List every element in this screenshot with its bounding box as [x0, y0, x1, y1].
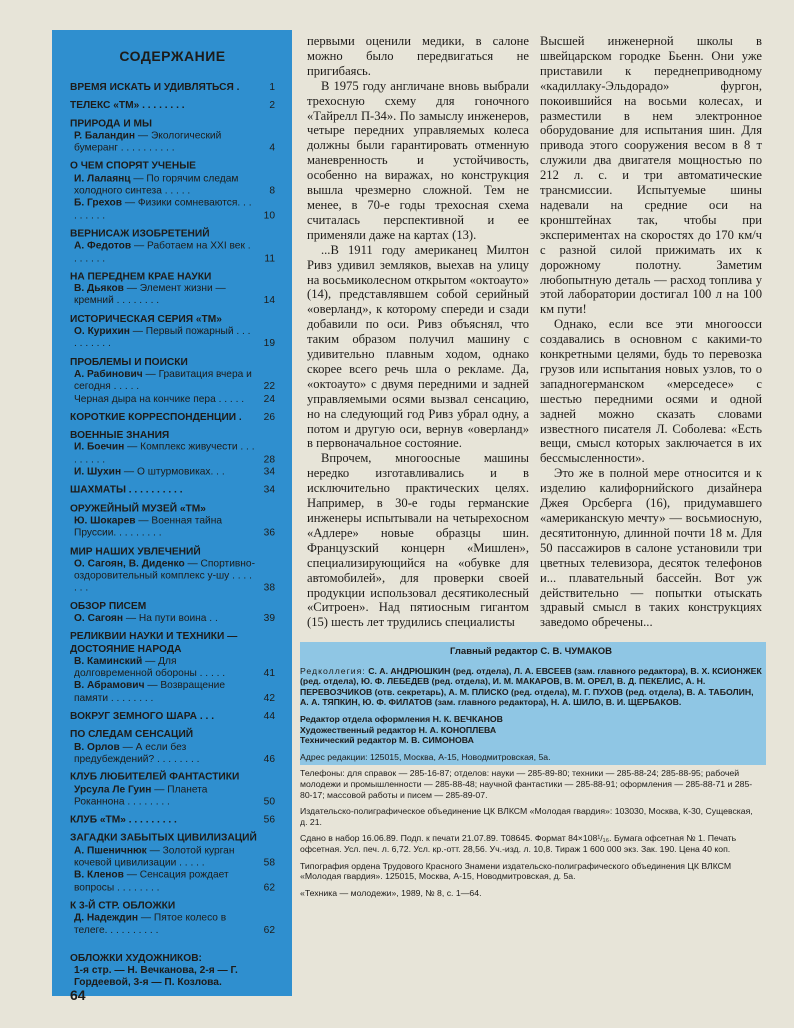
toc-article-title: — Пятое колесо в телеге. . . . . . . . . . — [74, 912, 227, 936]
toc-article — [70, 393, 275, 405]
toc-section-title: ОБЗОР ПИСЕМ — [70, 600, 147, 612]
toc-section — [70, 357, 275, 406]
toc-article-text — [74, 515, 255, 540]
toc-article-text — [74, 680, 255, 705]
toc-section-row — [70, 314, 275, 326]
toc-section — [70, 314, 275, 351]
toc-section-row — [70, 82, 275, 94]
toc-article-author: Р. Баландин — [74, 130, 136, 142]
toc-article-author: В. Каминский — [74, 655, 143, 667]
toc-article-author: А. Пшеничнюк — [74, 845, 147, 857]
toc-page-number: 42 — [263, 692, 275, 704]
toc-article-text — [74, 741, 255, 766]
toc-section-title: ИСТОРИЧЕСКАЯ СЕРИЯ «ТМ» — [70, 313, 222, 325]
toc-article — [70, 656, 275, 681]
toc-article-text — [74, 326, 255, 351]
toc-article-text — [74, 656, 255, 681]
toc-article-title: — Экологический бумеранг . . . . . . . . . . — [74, 130, 222, 154]
toc-section — [70, 118, 275, 155]
toc-page-number: 41 — [263, 668, 275, 680]
toc-article-author: И. Шухин — [74, 466, 122, 478]
toc-article-title: — Планета Роканнона . . . . . . . . — [74, 784, 208, 808]
toc-section — [70, 711, 275, 723]
toc-section-row — [70, 729, 275, 741]
toc-article — [70, 173, 275, 198]
toc-section-row — [70, 100, 275, 112]
toc-article-title: — Военная тайна Пруссии. . . . . . . . . — [74, 515, 222, 539]
toc-section — [70, 900, 275, 937]
toc-article — [70, 845, 275, 870]
toc-article-title: — Для долговременной обороны . . . . . — [74, 655, 226, 680]
toc-page-number: 26 — [263, 411, 275, 423]
toc-page-number: 1 — [269, 81, 275, 93]
toc-section-title: ВРЕМЯ ИСКАТЬ И УДИВЛЯТЬСЯ . — [70, 81, 240, 93]
toc-page-number: 24 — [263, 393, 275, 405]
editorial-address: Адрес редакции: 125015, Москва, А-15, Новодмитровская, 5а. — [300, 751, 551, 762]
toc-section — [70, 631, 275, 705]
toc-article-text — [74, 131, 255, 156]
publisher-info: Издательско-полиграфическое объединение ЦК ВЛКСМ «Молодая гвардия»: 103030, Москва, К-30, Сущевская, д. 21. — [300, 806, 753, 827]
toc-page-number: 11 — [264, 252, 275, 264]
toc-sections — [70, 82, 275, 937]
table-of-contents — [70, 40, 275, 990]
toc-page-number: 4 — [269, 142, 275, 154]
toc-section — [70, 833, 275, 894]
toc-section-title: ВОКРУГ ЗЕМНОГО ШАРА . . . — [70, 710, 215, 722]
toc-section-title: МИР НАШИХ УВЛЕЧЕНИЙ — [70, 545, 201, 557]
toc-section — [70, 485, 275, 497]
toc-section — [70, 82, 275, 94]
article-paragraph: Однако, если все эти многоосси создавались в основном с какими-то конкретными целями, будь то перевозка грузов или испытания новых узлов, то о западногерманском «мерседесе» с шестью передними осями и одной задней можно сказать словами известного писателя Л. Соболева: «Есть вещи, смысл которых заключается в их бессмысленности». — [540, 317, 762, 466]
toc-article-text — [74, 393, 255, 405]
cover-artists — [70, 953, 275, 990]
toc-article-author: А. Рабинович — [74, 368, 143, 380]
toc-article-author: Ю. Шокарев — [74, 515, 136, 527]
toc-article-author: О. Курихин — [74, 326, 130, 338]
toc-section — [70, 729, 275, 766]
toc-article-title: — Спортивно-оздоровительный комплекс у-шу . . . . . . . — [74, 558, 255, 594]
toc-section — [70, 503, 275, 540]
toc-section-row — [70, 485, 275, 497]
toc-section-title: ПРИРОДА И МЫ — [70, 118, 152, 130]
toc-title: СОДЕРЖАНИЕ — [119, 47, 226, 64]
toc-section-title: ТЕЛЕКС «ТМ» . . . . . . . . — [70, 100, 185, 112]
editorial-board-members: С. А. АНДРЮШКИН (ред. отдела), Л. А. ЕВСЕЕВ (зам. главного редактора), В. Х. КСИОНЖЕК (ред. отдела), Ю. Ф. ЛЕБЕДЕВ (ред. отдела), И. М. МАКАРОВ, В. М. ОРЕЛ, В. Д. ПЕКЕЛИС, А. Н. ПЕРЕВОЗЧИКОВ (отв. секретарь), А. М. ПЛИСКО (ред. отдела), М. Г. ПУХОВ (ред. отдела), В. А. ТАБОЛИН, А. А. ТЯПКИН, Ю. Ф. ФИЛАТОВ (зам. главного редактора), Н. А. ШИЛО, В. И. ЩЕРБАКОВ. — [300, 665, 762, 708]
toc-page-number: 58 — [263, 857, 275, 869]
toc-article — [70, 241, 275, 266]
toc-section — [70, 228, 275, 265]
page-number: 64 — [70, 987, 86, 1003]
toc-section-title: О ЧЕМ СПОРЯТ УЧЕНЫЕ — [70, 161, 196, 173]
toc-article — [70, 467, 275, 479]
toc-article — [70, 283, 275, 308]
role-art-editor: Художественный редактор Н. А. КОНОПЛЕВА — [300, 724, 497, 735]
toc-section-title: РЕЛИКВИИ НАУКИ И ТЕХНИКИ — ДОСТОЯНИЕ НАРОДА — [70, 631, 238, 655]
toc-page-number: 14 — [263, 295, 275, 307]
toc-article-title: — Работаем на XXI век . . . . . . . — [74, 240, 251, 264]
role-design-editor: Редактор отдела оформления Н. К. ВЕЧКАНОВ — [300, 713, 503, 724]
toc-section-title: ШАХМАТЫ . . . . . . . . . . — [70, 484, 183, 496]
toc-section-row — [70, 161, 275, 173]
toc-section — [70, 430, 275, 479]
toc-article-author: А. Федотов — [74, 240, 132, 252]
toc-article-title: — На пути воина . . — [123, 613, 218, 625]
cover-artists-text: 1-я стр. — Н. Вечканова, 2-я — Г. Гордеевой, 3-я — П. Козлова. — [74, 965, 238, 989]
toc-article-title: — Возвращение памяти . . . . . . . . — [74, 680, 226, 704]
article-column-2 — [307, 34, 529, 630]
toc-article-text — [74, 198, 255, 223]
toc-article — [70, 913, 275, 938]
toc-article-title: — А если без предубеждений? . . . . . . . . — [74, 741, 200, 765]
toc-article-text — [74, 241, 255, 266]
toc-article-author: И. Боечин — [74, 442, 125, 454]
toc-article — [70, 515, 275, 540]
toc-article-title: — Золотой курган кочевой цивилизации . . . . . — [74, 845, 235, 869]
toc-article-text — [74, 173, 255, 198]
article-paragraph: Это же в полной мере относится и к изделию калифорнийского дизайнера Джея Орсберга (16), придумавшего «американскую мечту» — восьмиосную, десятитонную, длинной почти 18 м. Для 50 пассажиров в салоне установили три цветных телевизора, десяток телефонов и... плавательный бассейн. Вот уж действительно — попытки отыскать здравый смысл в таких конструкциях заведомо обречены... — [540, 466, 762, 630]
toc-page-number: 28 — [263, 454, 275, 466]
toc-section-title: КЛУБ ЛЮБИТЕЛЕЙ ФАНТАСТИКИ — [70, 771, 240, 783]
toc-article-text — [74, 442, 255, 467]
toc-section-title: КЛУБ «ТМ» . . . . . . . . . — [70, 814, 177, 826]
toc-article — [70, 326, 275, 351]
toc-page-number: 39 — [263, 613, 275, 625]
toc-article-author: В. Абрамович — [74, 680, 145, 692]
toc-section-title: НА ПЕРЕДНЕМ КРАЕ НАУКИ — [70, 271, 212, 283]
toc-page-number: 10 — [263, 210, 275, 222]
toc-section-title: ЗАГАДКИ ЗАБЫТЫХ ЦИВИЛИЗАЦИЙ — [70, 832, 257, 844]
toc-section — [70, 601, 275, 626]
toc-article — [70, 613, 275, 625]
toc-section-row — [70, 900, 275, 912]
toc-article — [70, 558, 275, 595]
toc-section-row — [70, 772, 275, 784]
cover-artists-heading: ОБЛОЖКИ ХУДОЖНИКОВ: — [70, 952, 202, 964]
article-paragraph: ...В 1911 году американец Милтон Ривз удивил земляков, выехав на улицу на восьмиколесном открытом «октоауто» (14), представлявшем собой серийный «оверланд», к которому спереди и сзади добавили по оси. Ривз объяснял, что таким образом получил машину с удивительно плавным ходом, однако скорее всего речь шла о рекламе. Да, «октоауто» с двумя передними и задней управляемыми осями вызвал сенсацию, но на следующий год Ривз убрал одну, а потом и другую оси, вернув «оверланд» в первоначальное состояние. — [307, 242, 529, 451]
toc-section-title: ПО СЛЕДАМ СЕНСАЦИЙ — [70, 729, 194, 741]
toc-section-row — [70, 601, 275, 613]
toc-section-row — [70, 228, 275, 240]
toc-article — [70, 741, 275, 766]
toc-article-author: В. Дьяков — [74, 283, 124, 295]
toc-article — [70, 131, 275, 156]
toc-section — [70, 100, 275, 112]
toc-article — [70, 784, 275, 809]
article-paragraph: Впрочем, многоосные машины нередко изготавливались и в исключительно практических целях. Например, в 30-е годы германские инженеры испытывали на четырехосном «Адлере» новые образцы шин. Французский концерн «Мишлен», специализирующийся на «обувке для автомобилей», для проверки своей продукции использовал десятиколесный «Ситроен». Над пятиосным гигантом (15) шесть лет трудились специалисты — [307, 451, 529, 630]
toc-article-text — [74, 558, 255, 595]
toc-article-text — [74, 369, 255, 394]
article-column-3 — [540, 34, 762, 630]
editorial-board — [300, 666, 762, 708]
toc-article-title: — Элемент жизни — кремний . . . . . . . . — [74, 283, 226, 307]
toc-page-number: 34 — [263, 466, 275, 478]
toc-article-title: — По горячим следам холодного синтеза . . . . . — [74, 173, 239, 197]
toc-section-row — [70, 631, 275, 656]
print-data: Сдано в набор 16.06.89. Подп. к печати 21.07.89. Т08645. Формат 84×108¹/₁₆. Бумага офсетная № 1. Печать офсетная. Усл. печ. л. 6,72. Усл. кр.-отт. 28,56. Уч.-изд. л. 10,8. Тираж 1 600 000 экз. Зак. 190. Цена 40 коп. — [300, 833, 737, 854]
toc-section — [70, 546, 275, 595]
toc-page-number: 62 — [263, 924, 275, 936]
toc-page-number: 2 — [269, 100, 275, 112]
toc-article-text — [74, 467, 255, 479]
toc-page-number: 36 — [263, 527, 275, 539]
toc-section — [70, 412, 275, 424]
article-paragraph: В 1975 году англичане вновь выбрали трехосную схему для гоночного «Тайрелл П-34». По замыслу инженеров, четыре передних управляемых колеса должны были гарантировать отменную маневренность и устойчивость, особенно на виражах, но конструкция вышла чрезмерно сложной. Тем не менее, в 70-е годы трехосная схема считалась перспективной и ее применяли даже на картах (13). — [307, 78, 529, 242]
toc-article-title: — Комплекс живучести . . . . . . . . . — [74, 442, 255, 466]
role-tech-editor: Технический редактор М. В. СИМОНОВА — [300, 735, 474, 746]
article-paragraph: первыми оценили медики, в салоне можно было передвигаться не пригибаясь. — [307, 34, 529, 78]
toc-section — [70, 772, 275, 809]
toc-article-title: — О штурмовиках. . . — [121, 466, 225, 478]
toc-article-author: И. Лалаянц — [74, 173, 131, 185]
toc-section-row — [70, 271, 275, 283]
toc-section — [70, 161, 275, 222]
toc-page-number: 56 — [263, 814, 275, 826]
toc-article — [70, 442, 275, 467]
toc-section — [70, 815, 275, 827]
toc-section-title: КОРОТКИЕ КОРРЕСПОНДЕНЦИИ . — [70, 411, 242, 423]
toc-page-number: 46 — [263, 753, 275, 765]
toc-section-title: ОРУЖЕЙНЫЙ МУЗЕЙ «ТМ» — [70, 503, 206, 515]
toc-section-title: К 3-Й СТР. ОБЛОЖКИ — [70, 900, 176, 912]
toc-section-title: ПРОБЛЕМЫ И ПОИСКИ — [70, 356, 188, 368]
toc-page-number: 44 — [263, 710, 275, 722]
toc-article — [70, 198, 275, 223]
toc-article-text — [74, 283, 255, 308]
chief-editor: Главный редактор С. В. ЧУМАКОВ — [449, 646, 612, 657]
toc-article — [70, 680, 275, 705]
toc-page-number: 38 — [263, 582, 275, 594]
toc-page-number: 8 — [269, 185, 275, 197]
toc-article-title: — Гравитация вчера и сегодня . . . . . — [74, 368, 252, 393]
toc-section-title: ВОЕННЫЕ ЗНАНИЯ — [70, 429, 170, 441]
table-of-contents-panel — [52, 30, 292, 996]
toc-article-author: О. Сагоян, В. Диденко — [74, 558, 185, 570]
toc-section-row — [70, 430, 275, 442]
toc-section-title: ВЕРНИСАЖ ИЗОБРЕТЕНИЙ — [70, 228, 210, 240]
article-paragraph: Высшей инженерной школы в швейцарском городке Бьенн. Они уже приставили к переднеприводному «кадиллаку-Эльдорадо» фургон, покоившийся на восьми колесах, и разместили в нем электронное оборудование для испытания шин. Для привода этого сооружения весом в 8 т служили два двигателя мощностью по 212 л. с. и три автоматические трансмиссии. Испытуемые шины надевали на средние оси на кронштейнах так, чтобы при экспериментах на скоростях до 170 км/ч с разной силой прижимать их к дорожному полотну. Заметим любопытную деталь — расход топлива у этой лаборатории достигал 100 л на 100 км пути! — [540, 34, 762, 317]
toc-article — [70, 870, 275, 895]
toc-article-text — [74, 613, 255, 625]
toc-page-number: 62 — [263, 882, 275, 893]
toc-article-author: В. Кленов — [74, 869, 124, 881]
toc-article-author: О. Сагоян — [74, 613, 124, 625]
toc-article-title: — Физики сомневаются. . . . . . . . . — [74, 197, 252, 222]
toc-article-text — [74, 784, 255, 809]
toc-article-author: В. Орлов — [74, 741, 120, 753]
editorial-board-label: Редколлегия: — [300, 665, 366, 676]
toc-section-row — [70, 503, 275, 515]
toc-section-row — [70, 412, 275, 424]
toc-page-number: 19 — [263, 338, 275, 350]
toc-article — [70, 369, 275, 394]
toc-section-row — [70, 711, 275, 723]
citation: «Техника — молодежи», 1989, № 8, с. 1—64. — [300, 887, 482, 898]
toc-page-number: 34 — [263, 484, 275, 496]
editorial-roles — [300, 714, 762, 746]
toc-section-row — [70, 357, 275, 369]
toc-page-number: 22 — [263, 381, 275, 393]
toc-section-row — [70, 118, 275, 130]
toc-article-title: — Первый пожарный . . . . . . . . . . — [74, 326, 251, 350]
editorial-phones: Телефоны: для справок — 285-16-87; отделов: науки — 285-89-80; техники — 285-88-24; 285-88-95; рабочей молодежи и промышленности — 285-88-48; научной фантастики — 285-88-91; оформления — 285-88-71 и 285-80-17; массовой работы и писем — 285-89-07. — [300, 768, 753, 800]
toc-page-number: 50 — [263, 796, 275, 808]
toc-article-title: — Сенсация рождает вопросы . . . . . . . . — [74, 869, 229, 893]
printing-house: Типография ордена Трудового Красного Знамени издательско-полиграфического объединения ЦК ВЛКСМ «Молодая гвардия». 125015, Москва, А-15, Новодмитровская, д. 5а. — [300, 860, 732, 882]
toc-article-author: Урсула Ле Гуин — [74, 784, 152, 796]
toc-section-row — [70, 546, 275, 558]
toc-section-row — [70, 833, 275, 845]
toc-article-author: Б. Грехов — [74, 197, 123, 209]
toc-section — [70, 271, 275, 308]
imprint — [300, 647, 762, 904]
toc-section-row — [70, 815, 275, 827]
toc-article-text — [74, 870, 255, 895]
toc-article-author: Д. Надеждин — [74, 912, 139, 924]
toc-article-title: Черная дыра на кончике пера . . . . . — [74, 393, 245, 405]
toc-article-text — [74, 913, 255, 938]
toc-article-text — [74, 845, 255, 870]
